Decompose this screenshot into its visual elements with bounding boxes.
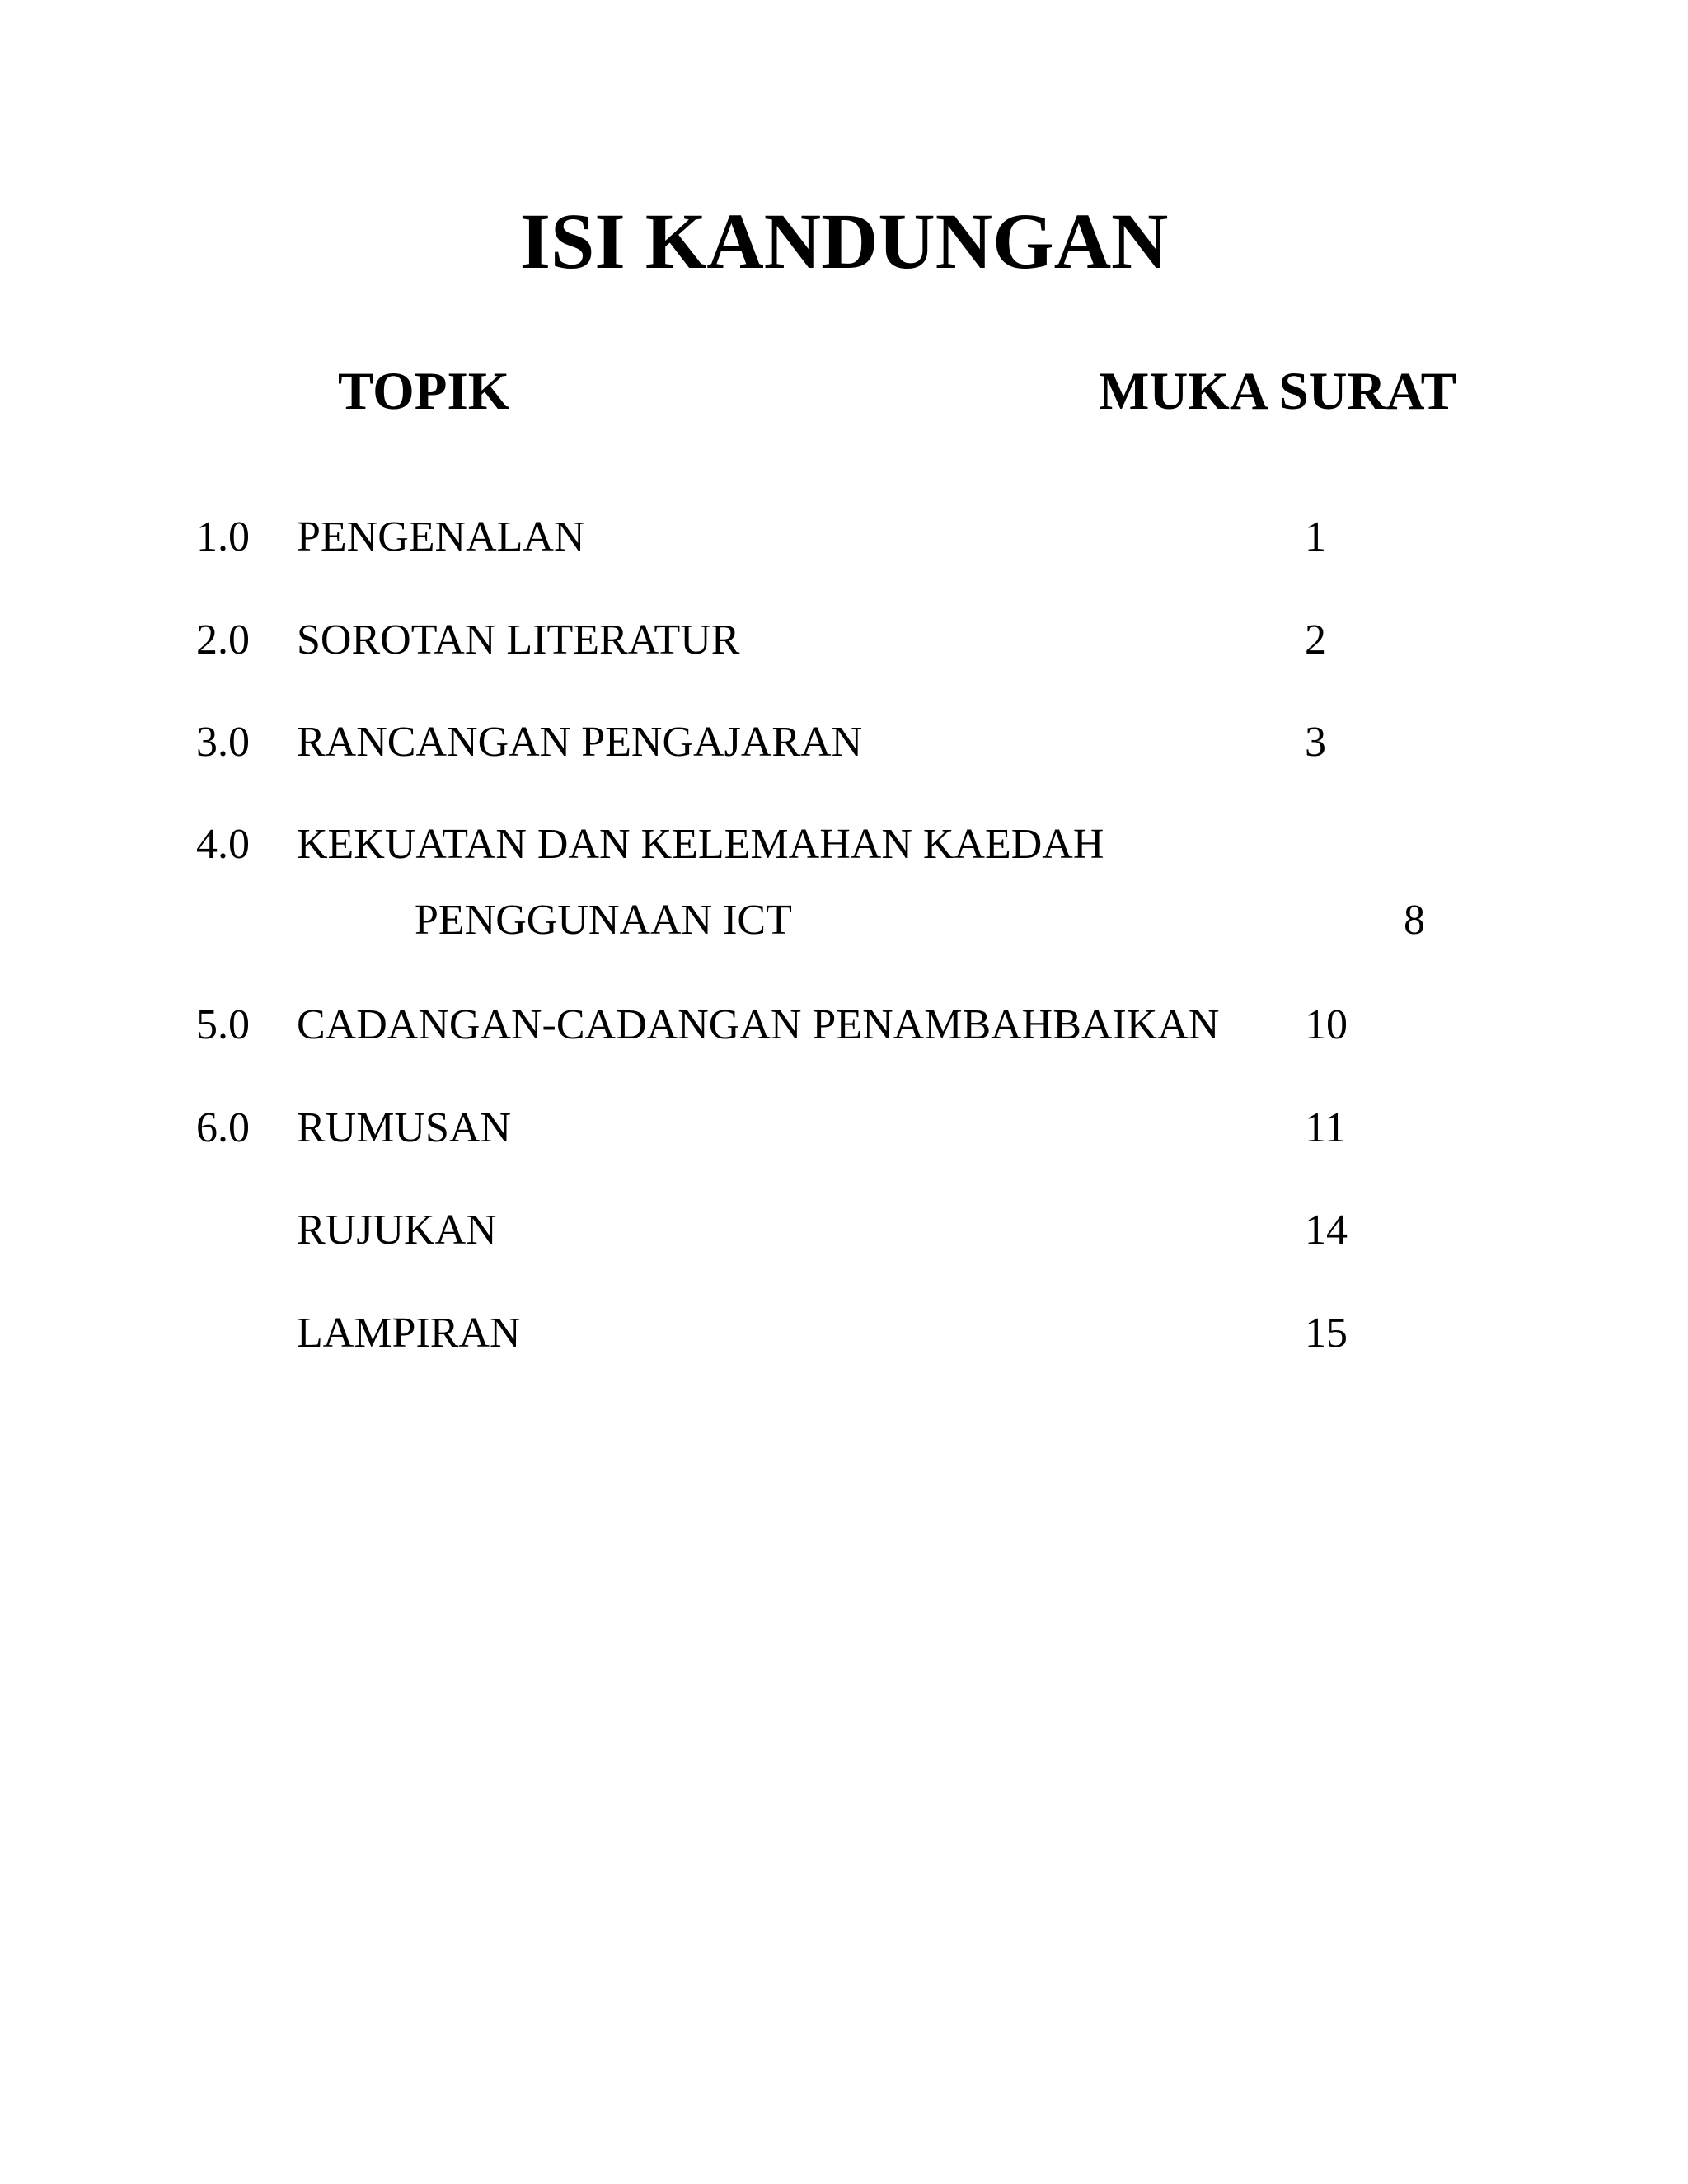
toc-entry-number: 6.0: [196, 1104, 250, 1151]
column-header-page: MUKA SURAT: [1099, 362, 1456, 421]
column-header-topic: TOPIK: [338, 362, 510, 421]
toc-entry-page: 14: [1305, 1207, 1348, 1254]
toc-entry-number: 1.0: [196, 513, 250, 560]
toc-entry-page: 2: [1305, 616, 1326, 663]
toc-entry-label: PENGENALAN: [297, 513, 585, 560]
toc-entry-summary: [0, 1102, 1688, 1155]
toc-entry-references: [0, 1204, 1688, 1257]
toc-entry-label: RUMUSAN: [297, 1104, 512, 1151]
toc-entry-label: CADANGAN-CADANGAN PENAMBAHBAIKAN: [297, 1001, 1220, 1048]
toc-entry-appendix: [0, 1307, 1688, 1360]
toc-entry-page: 10: [1305, 1001, 1348, 1048]
toc-entry-page: 11: [1305, 1104, 1347, 1151]
toc-entry-strengths-weaknesses: [0, 818, 1688, 871]
toc-entry-page: 8: [1404, 897, 1425, 944]
toc-entry-page: 15: [1305, 1310, 1348, 1357]
toc-entry-number: 4.0: [196, 821, 250, 868]
toc-entry-label: SOROTAN LITERATUR: [297, 616, 740, 663]
toc-entry-label: RANCANGAN PENGAJARAN: [297, 719, 863, 766]
toc-entry-label-continuation: PENGGUNAAN ICT: [415, 897, 792, 944]
toc-entry-page: 3: [1305, 719, 1326, 766]
toc-entry-improvement-suggestions: [0, 999, 1688, 1052]
toc-entry-number: 2.0: [196, 616, 250, 663]
toc-entry-strengths-weaknesses-cont: [0, 894, 1688, 947]
toc-entry-label: KEKUATAN DAN KELEMAHAN KAEDAH: [297, 821, 1104, 868]
toc-entry-introduction: [0, 511, 1688, 564]
page-title: ISI KANDUNGAN: [519, 197, 1169, 285]
toc-entry-number: 3.0: [196, 719, 250, 766]
toc-entry-page: 1: [1305, 513, 1326, 560]
toc-entry-label: RUJUKAN: [297, 1207, 497, 1254]
toc-entry-number: 5.0: [196, 1001, 250, 1048]
toc-entry-label: LAMPIRAN: [297, 1310, 521, 1357]
toc-entry-lesson-plan: [0, 716, 1688, 769]
toc-entry-literature-review: [0, 614, 1688, 667]
